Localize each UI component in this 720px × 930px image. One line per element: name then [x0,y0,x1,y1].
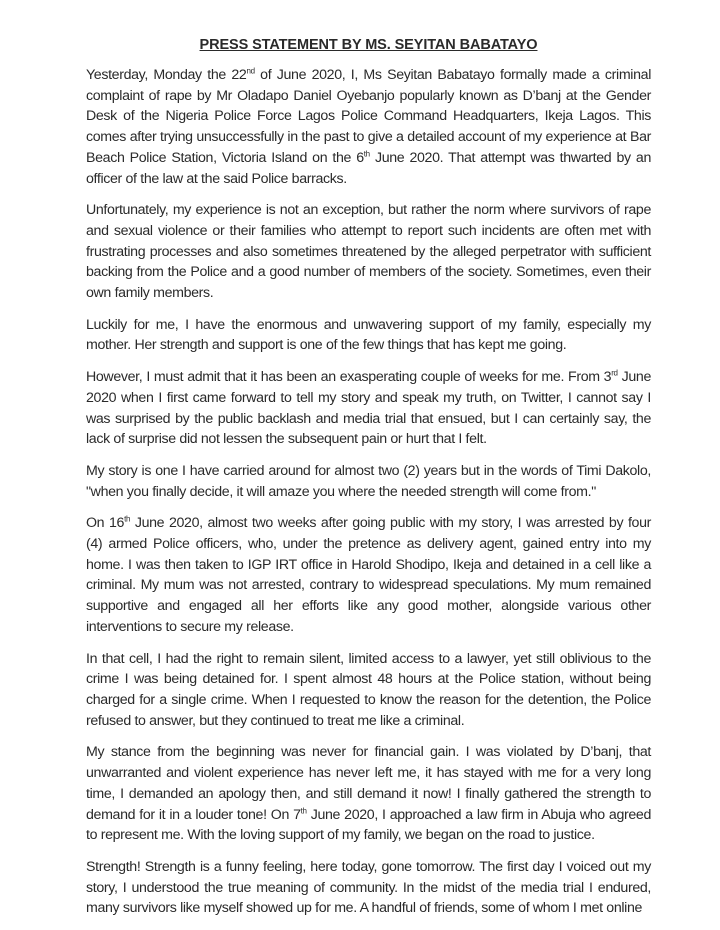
paragraph-4: However, I must admit that it has been an exasperating couple of weeks for me. From 3rd June 2020 when I first came forward to tell my story and speak my truth, on Twitter, I cannot say I was surprised by the public backlash and media trial that ensued, but I can certainly say, the lack of surprise did not lessen the subsequent pain or hurt that I felt. [86,368,651,448]
paragraph-2: Unfortunately, my experience is not an exception, but rather the norm where survivors of rape and sexual violence or their families who attempt to report such incidents are often met with frustrating processes and also sometimes threatened by the alleged perpetrator with sufficient backing from the Police and a good number of members of the society. Sometimes, even their own family members. [86,202,651,302]
paragraph-8: My stance from the beginning was never for financial gain. I was violated by D’banj, that unwarranted and violent experience has never left me, it has stayed with me for a very long time, I demanded an apology then, and still demand it now! I finally gathered the strength to demand for it in a louder tone! On 7th June 2020, I approached a law firm in Abuja who agreed to represent me. With the loving support of my family, we began on the road to justice. [86,744,651,844]
paragraph-7: In that cell, I had the right to remain silent, limited access to a lawyer, yet still oblivious to the crime I was being detained for. I spent almost 48 hours at the Police station, without being charged for a single crime. When I requested to know the reason for the detention, the Police refused to answer, but they continued to treat me like a criminal. [86,650,651,729]
paragraph-9: Strength! Strength is a funny feeling, here today, gone tomorrow. The first day I voiced out my story, I understood the true meaning of community. In the midst of the media trial I endured, many survivors like myself showed up for me. A handful of friends, some of whom I met online [86,858,651,917]
paragraph-6: On 16th June 2020, almost two weeks after going public with my story, I was arrested by four (4) armed Police officers, who, under the pretence as delivery agent, gained entry into my home. I was then taken to IGP IRT office in Harold Shodipo, Ikeja and detained in a cell like a criminal. My mum was not arrested, contrary to widespread speculations. My mum remained supportive and engaged all her efforts like any good mother, alongside various other interventions to secure my release. [86,514,651,635]
paragraph-5: My story is one I have carried around for almost two (2) years but in the words of Timi Dakolo, "when you finally decide, it will amaze you where the needed strength will come from." [86,462,651,500]
document-title: PRESS STATEMENT BY MS. SEYITAN BABATAYO [199,37,538,53]
press-statement-document [86,0,651,930]
paragraph-1: Yesterday, Monday the 22nd of June 2020, I, Ms Seyitan Babatayo formally made a criminal complaint of rape by Mr Oladapo Daniel Oyebanjo popularly known as D’banj at the Gender Desk of the Nigeria Police Force Lagos Police Command Headquarters, Ikeja Lagos. This comes after trying unsuccessfully in the past to give a detailed account of my experience at Bar Beach Police Station, Victoria Island on the 6th June 2020. That attempt was thwarted by an officer of the law at the said Police barracks. [86,66,651,187]
paragraph-3: Luckily for me, I have the enormous and unwavering support of my family, especially my mother. Her strength and support is one of the few things that has kept me going. [86,316,651,354]
